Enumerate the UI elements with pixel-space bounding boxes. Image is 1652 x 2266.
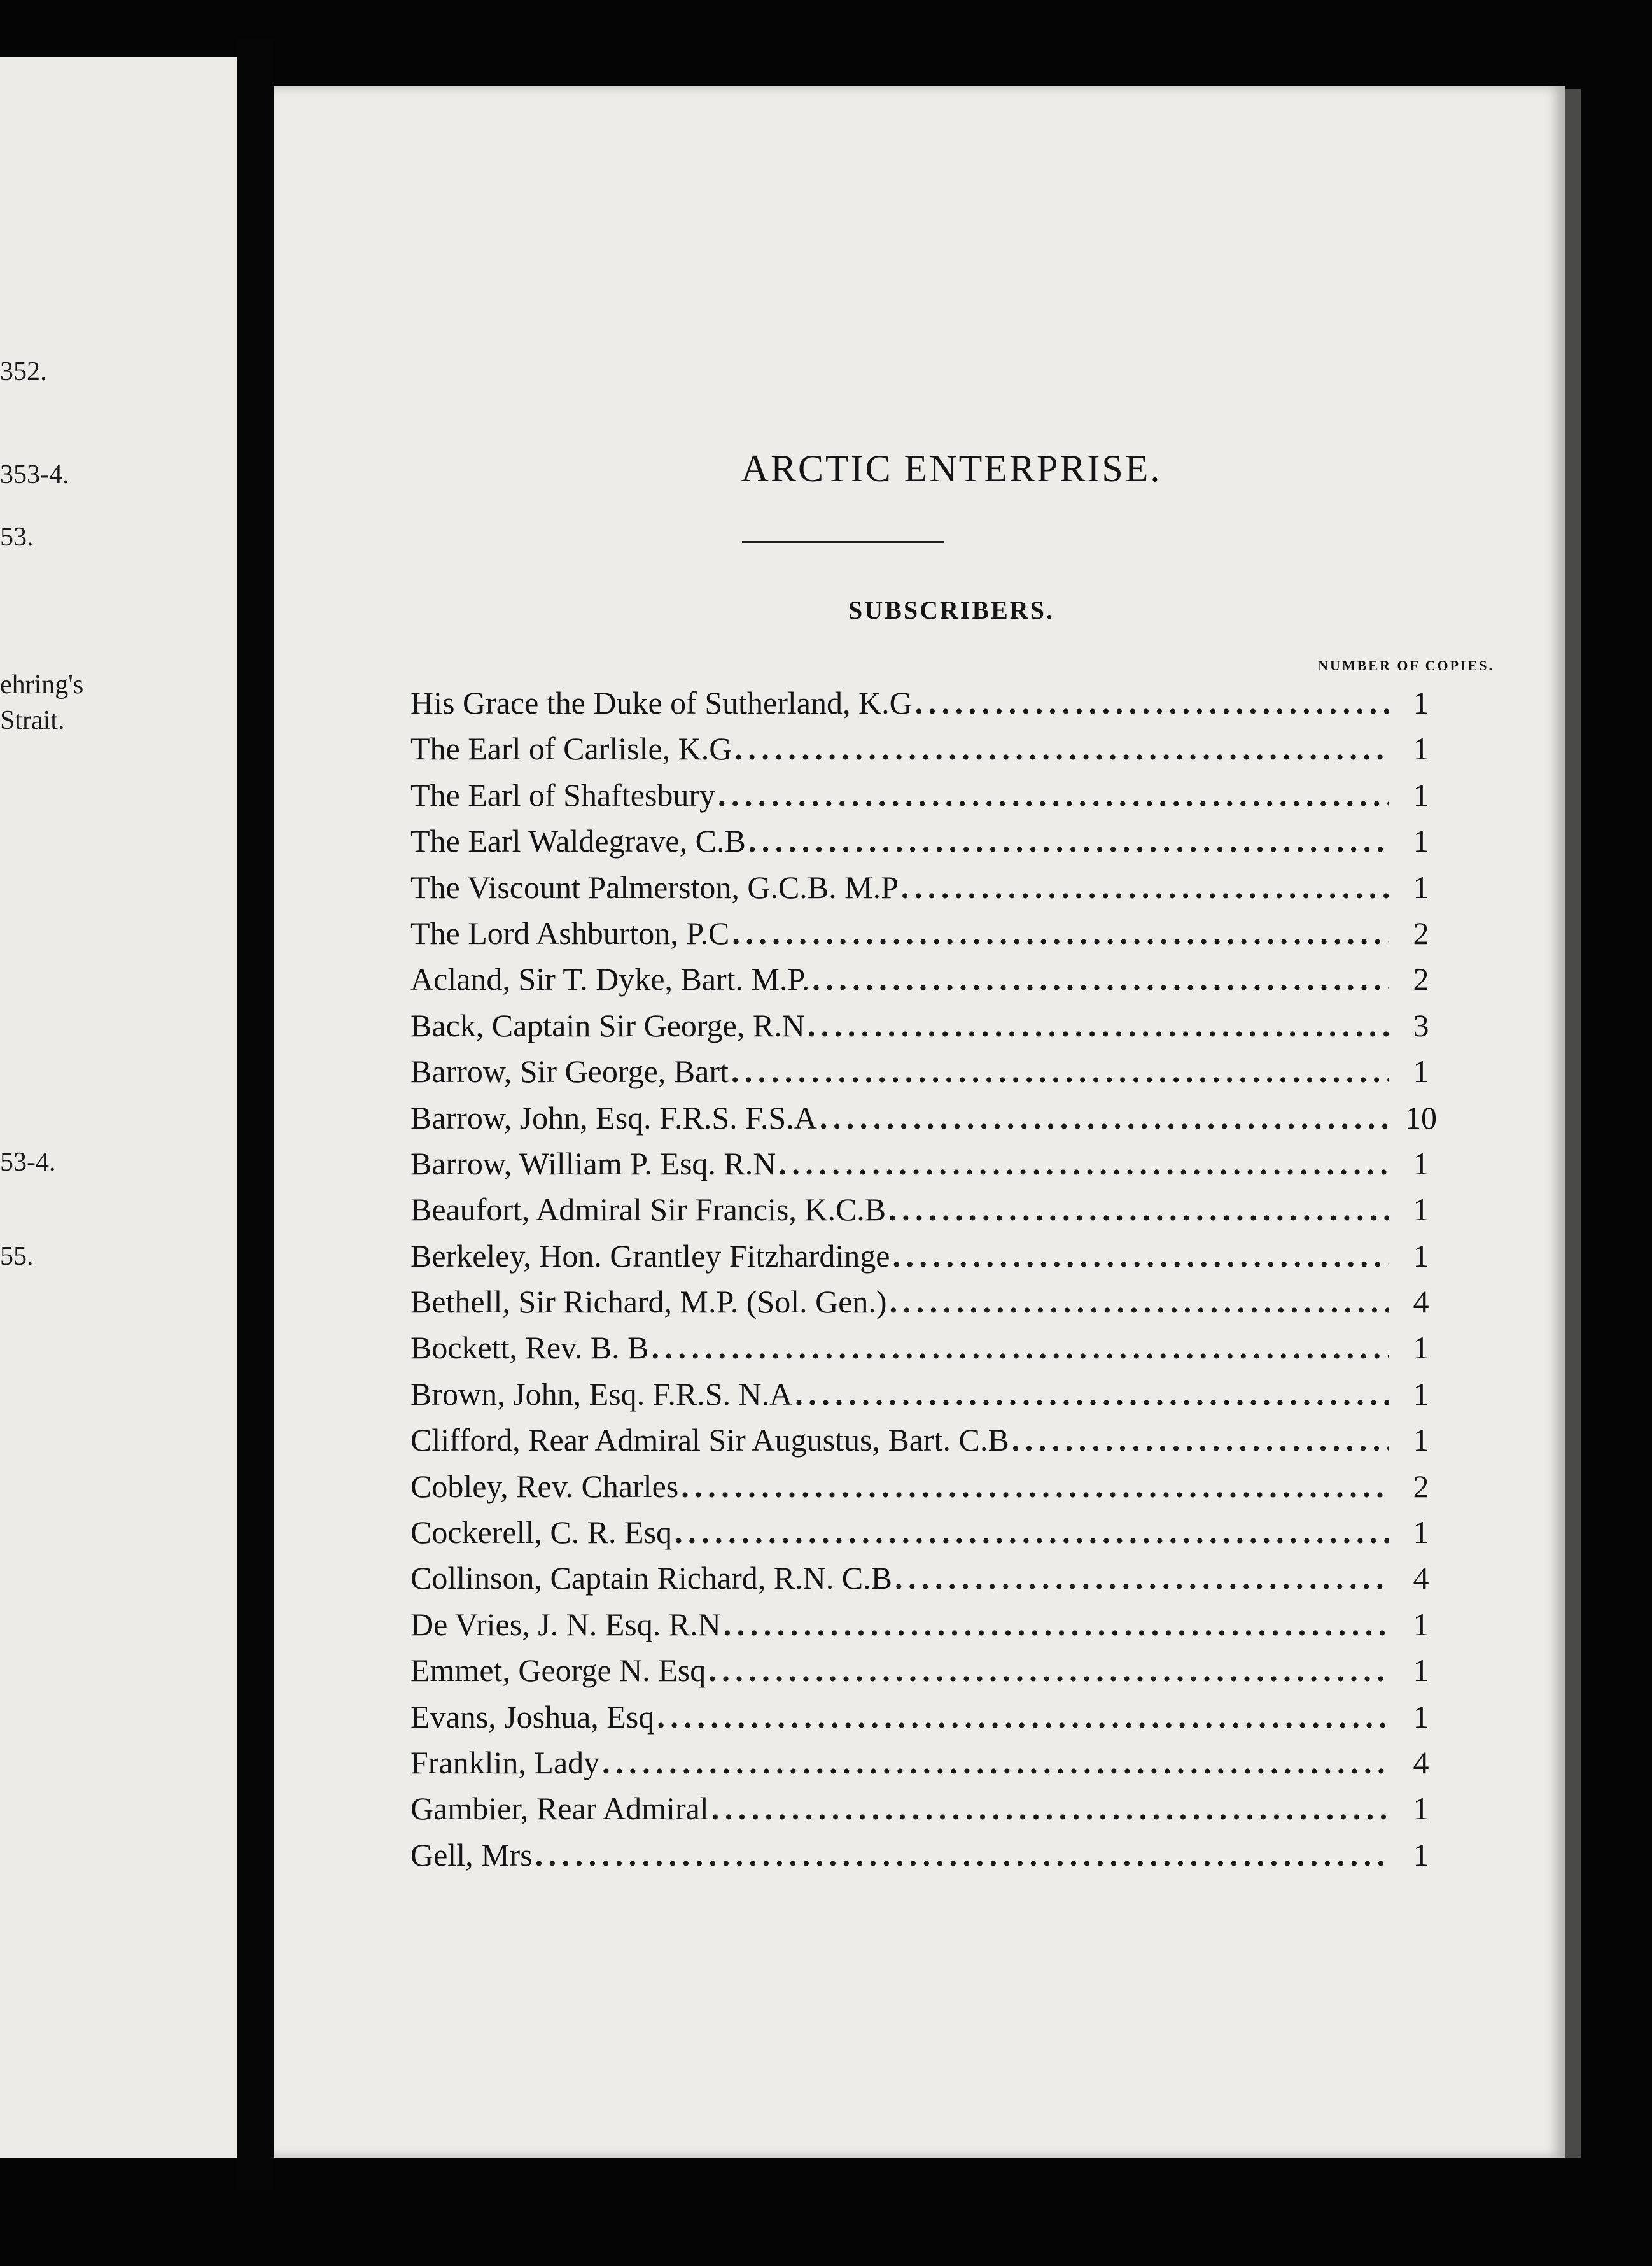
subscriber-name: Franklin, Lady [410,1744,600,1780]
copies-count: 10 [1405,1099,1437,1136]
subscribers-page [274,86,1565,2158]
subscriber-name: Collinson, Captain Richard, R.N. C.B [410,1560,892,1596]
list-item [410,1283,1441,1329]
subscriber-name: Cobley, Rev. Charles [410,1468,679,1504]
copies-count: 4 [1413,1560,1429,1596]
copies-count: 1 [1413,777,1429,813]
subscriber-name: The Earl Waldegrave, C.B [410,823,746,859]
copies-count: 1 [1413,1422,1429,1458]
subscriber-name: De Vries, J. N. Esq. R.N [410,1606,721,1642]
copies-count: 1 [1413,1514,1429,1551]
title-rule [742,541,944,543]
list-item [410,1329,1441,1375]
dot-leader [711,1790,1389,1827]
copies-count: 1 [1413,731,1429,767]
dot-leader [890,1283,1389,1320]
list-item [410,1698,1441,1744]
dot-leader [675,1514,1389,1551]
list-item [410,822,1441,868]
dot-leader [888,1191,1389,1228]
copies-count: 1 [1413,869,1429,905]
subscriber-name: Bethell, Sir Richard, M.P. (Sol. Gen.) [410,1284,887,1320]
dot-leader [915,684,1389,721]
copies-count: 1 [1413,1145,1429,1181]
dot-leader [778,1145,1389,1182]
subscriber-name: Bockett, Rev. B. B [410,1330,649,1366]
left-margin-text: 352. [0,357,47,386]
subscriber-name: Back, Captain Sir George, R.N [410,1007,805,1043]
list-item [410,1836,1441,1882]
dot-leader [820,1099,1389,1136]
left-margin-text: 53-4. [0,1148,56,1177]
list-item [410,1237,1441,1283]
subscriber-name: His Grace the Duke of Sutherland, K.G [410,685,913,721]
subscriber-name: The Viscount Palmerston, G.C.B. M.P [410,869,899,905]
list-item [410,1606,1441,1652]
dot-leader [901,869,1389,906]
left-margin-text: 55. [0,1242,34,1271]
subscriber-name: The Earl of Shaftesbury [410,777,716,813]
list-item [410,1007,1441,1053]
page-edge-shadow [1565,89,1581,2158]
subscriber-name: Evans, Joshua, Esq [410,1698,655,1735]
list-item [410,1421,1441,1467]
list-item [410,1468,1441,1514]
dot-leader [708,1652,1389,1689]
list-item [410,1652,1441,1698]
dot-leader [718,777,1389,813]
subscriber-name: Acland, Sir T. Dyke, Bart. M.P. [410,961,810,997]
copies-count: 1 [1413,1192,1429,1228]
copies-count: 2 [1413,1468,1429,1504]
copies-count: 1 [1413,1330,1429,1366]
copies-count: 1 [1413,1606,1429,1642]
copies-count: 1 [1413,1376,1429,1412]
list-item [410,1744,1441,1790]
previous-page-fragment [0,57,237,2158]
copies-count: 2 [1413,915,1429,951]
list-item [410,869,1441,915]
dot-leader [602,1744,1389,1781]
list-item [410,1053,1441,1099]
left-margin-text: Strait. [0,706,65,735]
copies-count: 4 [1413,1284,1429,1320]
page-title: ARCTIC ENTERPRISE. [741,447,1162,489]
list-item [410,777,1441,822]
subscriber-name: Barrow, Sir George, Bart [410,1053,729,1090]
list-item [410,961,1441,1006]
dot-leader [748,822,1389,859]
left-margin-text: 53. [0,523,34,552]
subscriber-name: The Lord Ashburton, P.C [410,915,730,951]
subscriber-name: Barrow, William P. Esq. R.N [410,1145,776,1181]
subscriber-name: Berkeley, Hon. Grantley Fitzhardinge [410,1237,890,1274]
dot-leader [795,1376,1389,1412]
list-item [410,684,1441,730]
section-heading: SUBSCRIBERS. [848,596,1054,624]
list-item [410,730,1441,776]
dot-leader [535,1836,1389,1873]
subscriber-name: Barrow, John, Esq. F.R.S. F.S.A [410,1099,817,1136]
dot-leader [732,915,1389,952]
list-item [410,1514,1441,1559]
copies-count: 1 [1413,1237,1429,1274]
list-item [410,1376,1441,1421]
copies-count: 1 [1413,685,1429,721]
list-item [410,1559,1441,1605]
copies-count: 1 [1413,1053,1429,1090]
dot-leader [657,1698,1389,1735]
subscriber-name: Beaufort, Admiral Sir Francis, K.C.B [410,1192,886,1228]
dot-leader [652,1329,1389,1366]
subscriber-name: Brown, John, Esq. F.R.S. N.A [410,1376,793,1412]
subscriber-name: Clifford, Rear Admiral Sir Augustus, Bart. C.B [410,1422,1009,1458]
copies-count: 1 [1413,1836,1429,1873]
left-margin-text: 353-4. [0,460,69,489]
copies-count: 4 [1413,1744,1429,1780]
book-gutter [237,38,274,2190]
list-item [410,1145,1441,1191]
dot-leader [734,730,1389,767]
copies-count: 1 [1413,823,1429,859]
dot-leader [731,1053,1389,1090]
subscribers-list [410,684,1441,1882]
copies-count: 1 [1413,1791,1429,1827]
copies-count: 3 [1413,1007,1429,1043]
dot-leader [808,1007,1389,1044]
list-item [410,1790,1441,1836]
copies-count: 1 [1413,1698,1429,1735]
dot-leader [724,1606,1389,1643]
left-margin-text: ehring's [0,670,84,700]
dot-leader [681,1468,1389,1505]
list-item [410,1191,1441,1237]
copies-count: 2 [1413,961,1429,997]
subscriber-name: Cockerell, C. R. Esq [410,1514,673,1551]
dot-leader [812,961,1389,997]
subscriber-name: Gell, Mrs [410,1836,533,1873]
subscriber-name: Emmet, George N. Esq [410,1652,706,1689]
copies-count: 1 [1413,1652,1429,1689]
list-item [410,1099,1441,1145]
subscriber-name: The Earl of Carlisle, K.G [410,731,732,767]
copies-column-header: NUMBER OF COPIES. [1318,658,1494,673]
dot-leader [895,1559,1389,1596]
dot-leader [892,1237,1389,1274]
subscriber-name: Gambier, Rear Admiral [410,1791,709,1827]
dot-leader [1012,1421,1389,1458]
list-item [410,915,1441,961]
